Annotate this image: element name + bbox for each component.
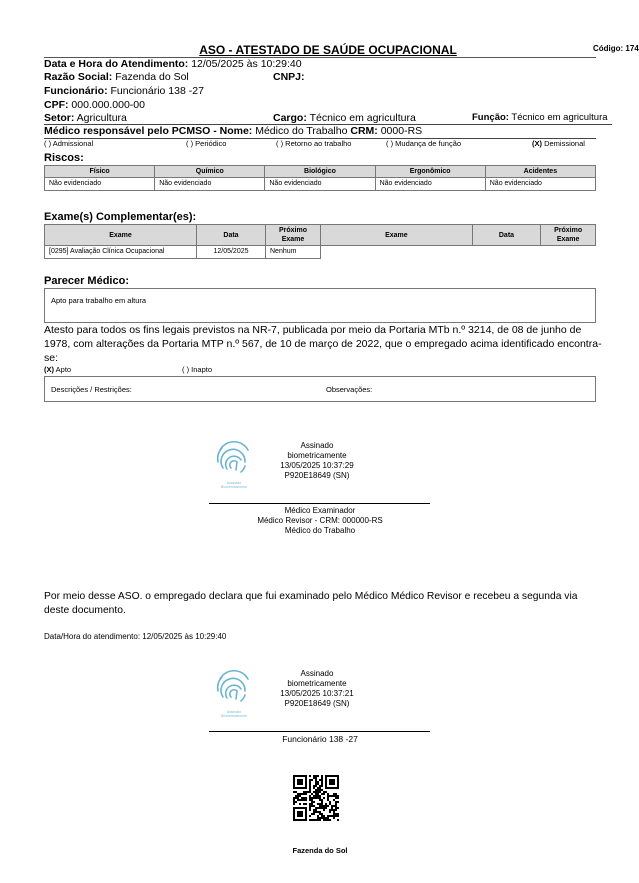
qr-module — [323, 805, 325, 807]
qr-module — [335, 809, 337, 811]
qr-module — [313, 785, 315, 787]
riscos-value-biologico: Não evidenciado — [265, 178, 375, 191]
exames-header-proximo: Próximo Exame — [541, 225, 596, 246]
qr-module — [313, 805, 315, 807]
qr-module — [293, 801, 295, 803]
qr-module — [335, 807, 337, 809]
qr-module — [315, 793, 317, 795]
qr-module — [315, 785, 317, 787]
qr-module — [331, 795, 333, 797]
cargo-row — [273, 112, 416, 124]
exames-row — [45, 246, 321, 259]
qr-module — [313, 795, 315, 797]
qr-module — [323, 797, 325, 799]
qr-module — [315, 791, 317, 793]
medico-label: Médico responsável pelo PCMSO - Nome: — [44, 125, 253, 137]
qr-module — [319, 807, 321, 809]
exam-type-demissional[interactable]: (X) Demissional — [532, 139, 585, 148]
qr-module — [327, 795, 329, 797]
razao-social-label: Razão Social: — [44, 71, 113, 83]
qr-module — [321, 775, 323, 777]
qr-module — [315, 819, 317, 821]
qr-module — [321, 783, 323, 785]
qr-module — [337, 801, 339, 803]
qr-module — [321, 779, 323, 781]
qr-module — [317, 789, 319, 791]
qr-module — [327, 815, 329, 817]
qr-module — [331, 805, 333, 807]
cnpj-row — [273, 71, 305, 83]
qr-module — [321, 781, 323, 783]
qr-module — [309, 803, 311, 805]
qr-module — [313, 819, 315, 821]
qr-module — [297, 793, 299, 795]
qr-module — [319, 787, 321, 789]
riscos-title: Riscos: — [44, 152, 84, 164]
qr-module — [327, 797, 329, 799]
funcao-row — [472, 112, 608, 124]
qr-module — [315, 777, 317, 779]
razao-social-row — [44, 71, 189, 83]
qr-module — [321, 799, 323, 801]
funcao-value: Técnico em agricultura — [508, 112, 608, 123]
qr-module — [319, 791, 321, 793]
exames-title: Exame(s) Complementar(es): — [44, 211, 197, 223]
setor-value: Agricultura — [74, 112, 127, 124]
exames-header-row — [321, 225, 596, 246]
document-title: ASO - ATESTADO DE SAÚDE OCUPACIONAL — [199, 43, 457, 57]
qr-module — [295, 801, 297, 803]
atendimento-value: 12/05/2025 às 10:29:40 — [188, 58, 302, 70]
qr-module — [337, 797, 339, 799]
qr-module — [327, 817, 329, 819]
qr-module — [317, 807, 319, 809]
qr-module — [313, 811, 315, 813]
qr-module — [317, 795, 319, 797]
qr-module — [319, 779, 321, 781]
qr-module — [309, 807, 311, 809]
qr-module — [325, 819, 327, 821]
qr-module — [321, 785, 323, 787]
cargo-label: Cargo: — [273, 112, 307, 124]
qr-module — [313, 787, 315, 789]
qr-module — [321, 817, 323, 819]
riscos-header-quimico: Químico — [155, 166, 265, 178]
exame-next: Nenhum — [266, 246, 321, 259]
riscos-value-ergonomico: Não evidenciado — [375, 178, 485, 191]
qr-module — [333, 813, 335, 815]
qr-module — [309, 783, 311, 785]
qr-module — [333, 811, 335, 813]
qr-module — [309, 795, 311, 797]
medico-value: Médico do Trabalho — [252, 125, 348, 137]
footer-company: Fazenda do Sol — [292, 846, 348, 855]
exames-header-proximo: Próximo Exame — [266, 225, 321, 246]
inapto-option[interactable]: ( ) Inapto — [182, 365, 213, 374]
cpf-value: 000.000.000-00 — [68, 99, 145, 111]
qr-module — [295, 791, 297, 793]
qr-module — [329, 815, 331, 817]
qr-module — [307, 791, 309, 793]
qr-module — [335, 797, 337, 799]
qr-module — [305, 803, 307, 805]
qr-module — [331, 807, 333, 809]
qr-module — [295, 795, 297, 797]
qr-module — [321, 815, 323, 817]
qr-module — [297, 795, 299, 797]
qr-module — [325, 803, 327, 805]
qr-module — [335, 801, 337, 803]
declaracao-datetime: Data/Hora do atendimento: 12/05/2025 às 10:29:40 — [44, 632, 227, 641]
medico-name: Médico Revisor - CRM: 000000-RS — [257, 516, 383, 525]
qr-module — [313, 791, 315, 793]
qr-module — [325, 791, 327, 793]
qr-module — [319, 803, 321, 805]
qr-module — [333, 817, 335, 819]
parecer-title: Parecer Médico: — [44, 275, 129, 287]
setor-row — [44, 112, 127, 124]
qr-module — [299, 793, 301, 795]
observacoes-label: Observações: — [326, 385, 373, 394]
exam-type-mudanca[interactable]: ( ) Mudança de função — [386, 139, 462, 148]
crm-value: 0000-RS — [377, 125, 423, 137]
parecer-text: Apto para trabalho em altura — [51, 296, 147, 305]
qr-module — [315, 783, 317, 785]
document-code: Código: 174 — [593, 44, 639, 53]
funcionario-label: Funcionário: — [44, 85, 108, 97]
qr-module — [327, 805, 329, 807]
qr-module — [319, 805, 321, 807]
qr-module — [309, 781, 311, 783]
qr-module — [323, 815, 325, 817]
qr-module — [309, 787, 311, 789]
qr-module — [333, 795, 335, 797]
qr-module — [325, 805, 327, 807]
qr-module — [333, 805, 335, 807]
qr-module — [309, 799, 311, 801]
qr-module — [317, 815, 319, 817]
qr-module — [303, 791, 305, 793]
signature-medico-stamp: Assinado biometricamente 13/05/2025 10:37:29 P920E18649 (SN) — [280, 441, 354, 480]
qr-module — [331, 809, 333, 811]
qr-module — [293, 791, 295, 793]
qr-module — [321, 807, 323, 809]
qr-module — [317, 817, 319, 819]
qr-module — [317, 797, 319, 799]
exames-table-right — [320, 224, 596, 246]
qr-module — [309, 809, 311, 811]
qr-module — [309, 779, 311, 781]
riscos-value-fisico: Não evidenciado — [45, 178, 155, 191]
setor-label: Setor: — [44, 112, 75, 124]
qr-finder-center — [329, 779, 335, 785]
qr-module — [333, 809, 335, 811]
qr-module — [329, 811, 331, 813]
riscos-header-row — [45, 166, 596, 178]
qr-module — [319, 799, 321, 801]
qr-module — [319, 817, 321, 819]
qr-module — [315, 795, 317, 797]
biometric-badge — [212, 669, 256, 717]
descricoes-label: Descrições / Restrições: — [51, 385, 132, 394]
qr-module — [303, 799, 305, 801]
qr-module — [327, 793, 329, 795]
qr-module — [323, 791, 325, 793]
qr-module — [309, 791, 311, 793]
qr-module — [323, 819, 325, 821]
qr-module — [317, 793, 319, 795]
exam-type-retorno[interactable]: ( ) Retorno ao trabalho — [276, 139, 352, 148]
funcionario-row — [44, 85, 204, 97]
qr-module — [317, 787, 319, 789]
declaracao-text: Por meio desse ASO. o empregado declara que fui examinado pelo Médico Médico Revisor e recebeu a segunda via deste documento. — [44, 591, 578, 616]
qr-module — [325, 817, 327, 819]
qr-module — [301, 799, 303, 801]
qr-module — [311, 797, 313, 799]
cnpj-label: CNPJ: — [273, 71, 305, 83]
qr-module — [337, 815, 339, 817]
qr-code — [293, 775, 339, 821]
qr-module — [311, 803, 313, 805]
qr-module — [305, 791, 307, 793]
qr-module — [315, 779, 317, 781]
qr-module — [335, 815, 337, 817]
razao-social-value: Fazenda do Sol — [112, 71, 189, 83]
qr-module — [301, 797, 303, 799]
parecer-box — [44, 288, 596, 323]
riscos-header-fisico: Físico — [45, 166, 155, 178]
signature-line — [209, 731, 430, 732]
badge-text: Assinado Biometricamente — [220, 481, 248, 489]
qr-module — [313, 801, 315, 803]
qr-module — [303, 793, 305, 795]
qr-module — [325, 807, 327, 809]
qr-module — [327, 799, 329, 801]
exam-type-admissional[interactable]: ( ) Admissional — [44, 139, 94, 148]
qr-module — [331, 815, 333, 817]
signature-funcionario-stamp: Assinado biometricamente 13/05/2025 10:37:21 P920E18649 (SN) — [280, 669, 354, 708]
qr-module — [311, 799, 313, 801]
atendimento-label: Data e Hora do Atendimento: — [44, 58, 189, 70]
badge-text: Assinado Biometricamente — [220, 710, 248, 718]
apto-option[interactable]: (X) Apto — [44, 365, 72, 374]
qr-module — [315, 781, 317, 783]
qr-module — [313, 797, 315, 799]
qr-module — [321, 777, 323, 779]
qr-module — [317, 803, 319, 805]
atesto-text: Atesto para todos os fins legais previstos na NR-7, publicada por meio da Portaria MTb n.º 3214, de 08 de junho de 1978, com alterações da Portaria MTP n.º 567, de 10 de março de 2022, que o empregado acima identificado encontra-se: — [44, 324, 602, 364]
qr-module — [311, 793, 313, 795]
qr-module — [335, 805, 337, 807]
qr-module — [319, 785, 321, 787]
medico-title: Médico do Trabalho — [284, 526, 356, 535]
qr-module — [329, 819, 331, 821]
qr-module — [309, 797, 311, 799]
qr-module — [305, 793, 307, 795]
qr-module — [323, 793, 325, 795]
qr-module — [323, 817, 325, 819]
qr-module — [309, 805, 311, 807]
qr-module — [309, 775, 311, 777]
qr-module — [303, 797, 305, 799]
qr-module — [329, 795, 331, 797]
qr-module — [317, 783, 319, 785]
exames-header-exame: Exame — [45, 225, 197, 246]
qr-module — [321, 789, 323, 791]
exam-type-periodico[interactable]: ( ) Periódico — [186, 139, 227, 148]
qr-module — [333, 799, 335, 801]
qr-module — [321, 813, 323, 815]
qr-module — [319, 795, 321, 797]
qr-module — [299, 799, 301, 801]
cargo-value: Técnico em agricultura — [306, 112, 416, 124]
qr-module — [313, 775, 315, 777]
qr-module — [337, 819, 339, 821]
qr-module — [335, 793, 337, 795]
qr-module — [327, 819, 329, 821]
exame-date: 12/05/2025 — [197, 246, 266, 259]
fingerprint-icon — [212, 440, 256, 476]
qr-module — [315, 807, 317, 809]
qr-module — [335, 813, 337, 815]
riscos-value-acidentes: Não evidenciado — [485, 178, 595, 191]
qr-module — [321, 803, 323, 805]
exame-name: [0295] Avaliação Clínica Ocupacional — [45, 246, 197, 259]
riscos-table — [44, 165, 596, 191]
qr-module — [337, 795, 339, 797]
qr-module — [297, 797, 299, 799]
qr-module — [319, 797, 321, 799]
qr-module — [337, 813, 339, 815]
qr-module — [313, 809, 315, 811]
qr-module — [335, 795, 337, 797]
qr-module — [317, 819, 319, 821]
funcao-label: Função: — [472, 112, 509, 123]
riscos-value-row — [45, 178, 596, 191]
qr-module — [333, 815, 335, 817]
qr-module — [317, 775, 319, 777]
exames-header-data: Data — [472, 225, 541, 246]
riscos-header-biologico: Biológico — [265, 166, 375, 178]
qr-module — [333, 793, 335, 795]
qr-module — [309, 785, 311, 787]
qr-module — [293, 803, 295, 805]
exames-table-left — [44, 224, 321, 259]
qr-module — [311, 819, 313, 821]
qr-module — [293, 797, 295, 799]
qr-module — [309, 789, 311, 791]
qr-finder-center — [297, 811, 303, 817]
qr-module — [335, 803, 337, 805]
qr-module — [315, 797, 317, 799]
qr-module — [299, 795, 301, 797]
exames-header-row — [45, 225, 321, 246]
qr-module — [317, 811, 319, 813]
atendimento-row — [44, 58, 302, 70]
qr-module — [317, 781, 319, 783]
crm-label: CRM: — [350, 125, 378, 137]
qr-module — [313, 777, 315, 779]
qr-module — [319, 789, 321, 791]
riscos-header-acidentes: Acidentes — [485, 166, 595, 178]
qr-module — [299, 803, 301, 805]
qr-module — [317, 791, 319, 793]
restricoes-box — [44, 376, 596, 402]
qr-module — [319, 819, 321, 821]
qr-finder-center — [297, 779, 303, 785]
qr-module — [311, 805, 313, 807]
qr-module — [315, 811, 317, 813]
riscos-header-ergonomico: Ergonômico — [375, 166, 485, 178]
qr-module — [295, 797, 297, 799]
qr-module — [303, 803, 305, 805]
qr-module — [321, 805, 323, 807]
medico-responsavel-row — [44, 125, 422, 137]
biometric-badge — [212, 440, 256, 488]
qr-module — [315, 775, 317, 777]
qr-module — [329, 809, 331, 811]
qr-module — [293, 799, 295, 801]
qr-module — [319, 811, 321, 813]
qr-module — [305, 797, 307, 799]
qr-module — [329, 801, 331, 803]
riscos-value-quimico: Não evidenciado — [155, 178, 265, 191]
qr-module — [323, 809, 325, 811]
signature-medico-info — [200, 506, 440, 536]
qr-module — [315, 789, 317, 791]
qr-module — [315, 809, 317, 811]
medico-role: Médico Examinador — [284, 506, 356, 515]
signature-line — [209, 503, 430, 504]
funcionario-name: Funcionário 138 -27 — [282, 734, 358, 744]
exames-header-data: Data — [197, 225, 266, 246]
qr-module — [311, 779, 313, 781]
qr-module — [301, 793, 303, 795]
qr-module — [337, 807, 339, 809]
exames-header-exame: Exame — [321, 225, 473, 246]
qr-module — [329, 803, 331, 805]
qr-module — [323, 807, 325, 809]
qr-module — [311, 813, 313, 815]
qr-module — [321, 801, 323, 803]
qr-module — [319, 813, 321, 815]
qr-module — [309, 819, 311, 821]
cpf-row — [44, 99, 145, 111]
qr-module — [305, 799, 307, 801]
qr-module — [297, 799, 299, 801]
qr-module — [313, 813, 315, 815]
fingerprint-icon — [212, 669, 256, 705]
funcionario-value: Funcionário 138 -27 — [107, 85, 204, 97]
cpf-label: CPF: — [44, 99, 69, 111]
qr-module — [311, 801, 313, 803]
qr-module — [309, 815, 311, 817]
qr-module — [321, 793, 323, 795]
